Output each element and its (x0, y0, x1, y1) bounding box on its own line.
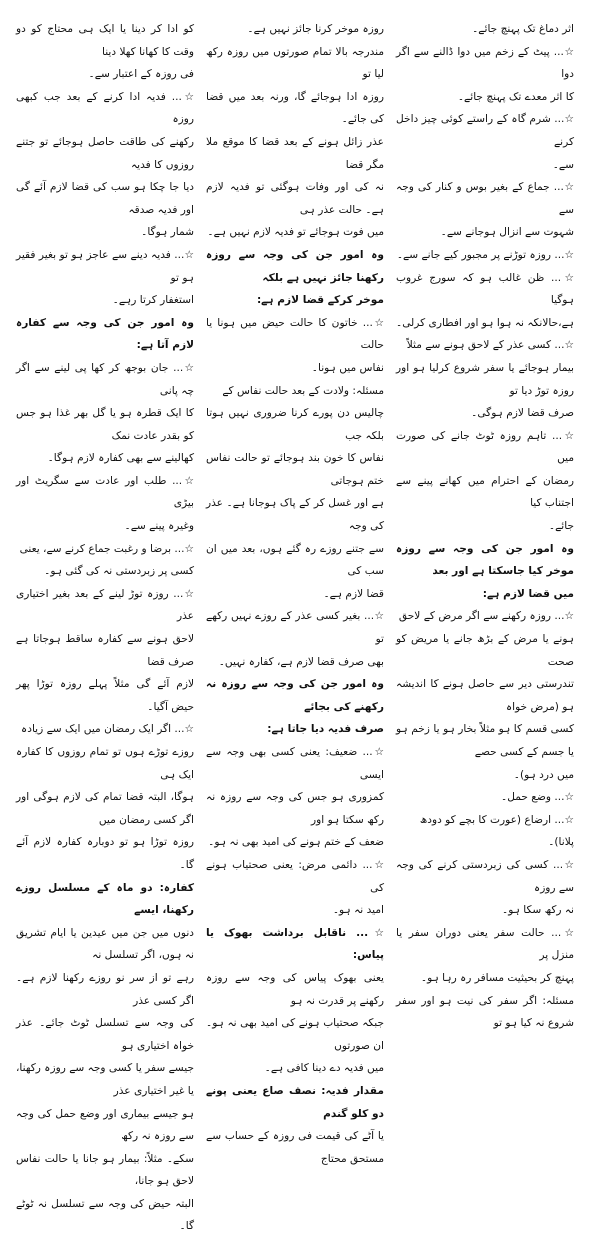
text-line: پہنچ کر بحیثیت مسافر رہ رہا ہو۔ (420, 971, 574, 984)
text-line: میں قضا لازم ہے: (482, 587, 574, 600)
text-line: نفاس کا خون بند ہوجائے تو حالت نفاس ختم ہوجاتی (206, 452, 384, 487)
text-line: جیسے سفر یا کسی وجہ سے روزہ رکھنا، یا غیر اختیاری عذر (16, 1062, 194, 1097)
text-line: وہ امور جن کی وجہ سے روزہ رکھنا جائز نہیں ہے بلکہ (206, 248, 384, 284)
text-line: سے جتنے روزے رہ گئے ہوں، بعد میں ان سب کی (206, 542, 384, 578)
text-line: دنوں میں جن میں عیدین یا ایام تشریق نہ ہوں، اگر تسلسل نہ (16, 926, 194, 962)
text-line: روزے توڑے ہوں تو تمام روزوں کا کفارہ ایک ہی (16, 746, 194, 781)
text-line: ☆... کسی کی زبردستی کرنے کی وجہ سے روزہ (396, 858, 574, 894)
column-right (390, 18, 580, 1030)
text-line: کفارہ: دو ماہ کے مسلسل روزے رکھنا، ایسے (16, 881, 194, 917)
text-line: ☆... جان بوجھ کر کھا پی لینے سے اگر چہ پانی (16, 361, 194, 397)
text-line: ☆... حالت سفر یعنی دوران سفر یا منزل پر (396, 926, 574, 962)
text-line: روزہ توڑا ہو تو دوبارہ کفارہ لازم آئے گا۔ (16, 836, 194, 871)
text-line: ☆... طلب اور عادت سے سگریٹ اور بیڑی (16, 474, 194, 510)
text-line: ☆... ظن غالب ہو کہ سورج غروب ہوگیا (396, 271, 574, 307)
text-line: وہ امور جن کی وجہ سے کفارہ لازم آتا ہے: (16, 316, 194, 352)
text-line: کا اثر معدے تک پہنچ جائے۔ (457, 90, 574, 103)
text-line: تندرستی دیر سے حاصل ہونے کا اندیشہ ہو (مرض خواہ (396, 678, 574, 713)
text-line: موخر کرکے قضا لازم ہے: (256, 294, 384, 307)
text-line: میں درد ہو)۔ (513, 768, 574, 781)
text-line: اثر دماغ تک پہنچ جائے۔ (472, 23, 574, 35)
text-line: ☆... دائمی مرض: یعنی صحتیاب ہونے کی (206, 858, 384, 894)
text-line: ☆... بغیر کسی عذر کے روزے نہیں رکھے تو (206, 610, 384, 646)
text-line: رہے تو از سر نو روزے رکھنا لازم ہے۔ اگر کسی عذر (16, 971, 194, 1007)
text-line: ☆... وضع حمل۔ (501, 791, 574, 804)
text-line: ہے،حالانکہ نہ ہوا ہو اور افطاری کرلی۔ (396, 316, 574, 329)
text-line: سکے۔ مثلاً: بیمار ہو جانا یا حالت نفاس لاحق ہو جانا، (16, 1152, 194, 1188)
text-line: وہ امور جن کی وجہ سے روزہ نہ رکھنے کی بجائے (206, 678, 384, 713)
text-line: مندرجہ بالا تمام صورتوں میں روزہ رکھ لیا تو (206, 45, 384, 81)
text-line: وہ امور جن کی وجہ سے روزہ موخر کیا جاسکتا ہے اور بعد (396, 542, 574, 578)
text-line: فی روزہ کے اعتبار سے۔ (88, 68, 194, 81)
column-middle (200, 18, 390, 1165)
text-line: کھالینے سے بھی کفارہ لازم ہوگا۔ (47, 452, 194, 465)
column-left (10, 18, 200, 1233)
text-line: امید نہ ہو۔ (332, 904, 384, 917)
text-line: روزہ موخر کرنا جائز نہیں ہے۔ (247, 23, 384, 35)
text-line: کمزوری ہو جس کی وجہ سے روزہ نہ رکھ سکتا ہو اور (206, 791, 384, 826)
text-line: نہ رکھ سکا ہو۔ (502, 904, 574, 917)
text-line: یعنی بھوک پیاس کی وجہ سے روزہ رکھنے پر قدرت نہ ہو (206, 971, 384, 1007)
text-line: میں فوت ہوجائے تو فدیہ لازم نہیں ہے۔ (207, 226, 384, 239)
text-line: بیمار ہوجائے یا سفر شروع کرلیا ہو اور روزہ توڑ دیا تو (396, 361, 574, 397)
text-line: کو ادا کر دینا یا ایک ہی محتاج کو دو وقت کا کھانا کھلا دینا (16, 23, 194, 58)
text-line: ☆... ناقابل برداشت بھوک یا پیاس: (206, 926, 384, 962)
text-line: روزہ ادا ہوجائے گا، ورنہ بعد میں قضا کی جائے۔ (206, 90, 384, 126)
text-line: ☆... اگر ایک رمضان میں ایک سے زیادہ (21, 723, 194, 736)
text-line: کا ایک قطرہ ہو یا گل بھر غذا ہو جس کو بقدر عادت نمک (16, 407, 194, 442)
text-line: ☆... شرم گاہ کے راستے کوئی چیز داخل کرنے (396, 113, 574, 148)
text-line: البتہ حیض کی وجہ سے تسلسل نہ ٹوٹے گا۔ (16, 1197, 194, 1233)
text-line: صرف فدیہ دیا جاتا ہے: (267, 723, 384, 736)
text-line: ہونے یا مرض کے بڑھ جانے یا مریض کو صحت (396, 633, 574, 668)
text-line: استغفار کرتا رہے۔ (112, 294, 194, 307)
text-line: ضعف کے ختم ہونے کی امید بھی نہ ہو۔ (208, 836, 384, 849)
text-line: مسئلہ: ولادت کے بعد حالت نفاس کے (222, 384, 384, 397)
text-line: جائے۔ (548, 520, 574, 533)
text-line: جبکہ صحتیاب ہونے کی امید بھی نہ ہو۔ ان صورتوں (206, 1017, 384, 1052)
text-line: صرف قضا لازم ہوگی۔ (471, 407, 574, 420)
text-line: لازم آئے گی مثلاً پہلے روزہ توڑا پھر حیض آگیا۔ (16, 678, 194, 713)
text-line: ☆... روزہ رکھنے سے اگر مرض کے لاحق (398, 610, 574, 623)
text-line: رکھنے کی طاقت حاصل ہوجائے تو جتنے روزوں کا فدیہ (16, 135, 194, 171)
text-line: ☆... ارضاع (عورت کا بچے کو دودھ (419, 813, 574, 826)
text-line: ☆... خاتون کا حالت حیض میں ہونا یا حالت (206, 316, 384, 352)
text-line: قضا لازم ہے۔ (323, 587, 384, 600)
text-line: ☆... جماع کے بغیر بوس و کنار کی وجہ سے (396, 181, 574, 216)
text-line: رمضان کے احترام میں کھانے پینے سے اجتناب کیا (396, 474, 574, 510)
text-line: کی وجہ سے تسلسل ٹوٹ جائے۔ عذر خواہ اختیاری ہو (16, 1017, 194, 1052)
text-line: مسئلہ: اگر سفر کی نیت ہو اور سفر شروع نہ کیا ہو تو (396, 994, 574, 1030)
text-line: ☆... ضعیف: یعنی کسی بھی وجہ سے ایسی (206, 746, 384, 781)
text-line: کسی قسم کا ہو مثلاً بخار ہو یا زخم ہو یا جسم کے کسی حصے (396, 723, 574, 758)
text-line: شہوت سے انزال ہوجانے سے۔ (440, 226, 574, 239)
text-line: پلانا)۔ (548, 836, 574, 849)
text-line: یا آٹے کی قیمت فی روزہ کے حساب سے مستحق محتاج (206, 1130, 384, 1165)
text-line: کسی پر زبردستی نہ کی گئی ہو۔ (44, 565, 194, 578)
text-line: نہ کی اور وفات ہوگئی تو فدیہ لازم ہے۔ حالت عذر ہی (206, 181, 384, 216)
text-line: ☆... روزہ توڑ لینے کے بعد بغیر اختیاری عذر (16, 587, 194, 623)
text-line: ہو جیسے بیماری اور وضع حمل کی وجہ سے روزہ نہ رکھ (16, 1107, 194, 1143)
text-line: دیا جا چکا ہو سب کی قضا لازم آئے گی اور فدیہ صدقہ (16, 181, 194, 216)
text-line: ☆... روزہ توڑنے پر مجبور کیے جانے سے۔ (396, 248, 574, 261)
text-line: شمار ہوگا۔ (141, 226, 194, 239)
text-line: ☆... تاہم روزہ ٹوٹ جانے کی صورت میں (396, 429, 574, 465)
text-line: نفاس میں ہونا۔ (311, 361, 384, 374)
text-line: مقدار فدیہ: نصف صاع یعنی پونے دو کلو گندم (206, 1084, 384, 1120)
text-line: لاحق ہونے سے کفارہ ساقط ہوجاتا ہے صرف قضا (16, 633, 194, 668)
text-line: ☆... فدیہ دینے سے عاجز ہو تو بغیر فقیر ہو تو (16, 248, 194, 284)
text-line: بھی صرف قضا لازم ہے، کفارہ نہیں۔ (218, 655, 384, 668)
text-line: میں فدیہ دے دینا کافی ہے۔ (264, 1062, 384, 1075)
text-line: ہے اور غسل کر کے پاک ہوجانا ہے۔ عذر کی وجہ (206, 497, 384, 533)
text-line: ☆... کسی عذر کے لاحق ہونے سے مثلاً (406, 339, 574, 352)
text-line: چالیس دن پورے کرنا ضروری نہیں ہوتا بلکہ جب (206, 407, 384, 442)
text-line: ہوگا، البتہ قضا تمام کی لازم ہوگی اور اگر کسی رمضان میں (16, 791, 194, 826)
text-line: عذر زائل ہونے کے بعد قضا کا موقع ملا مگر قضا (206, 135, 384, 171)
text-line: ☆... فدیہ ادا کرنے کے بعد جب کبھی روزہ (16, 90, 194, 126)
text-line: سے۔ (552, 158, 574, 171)
text-line: وغیرہ پینے سے۔ (124, 520, 194, 533)
text-line: ☆... برضا و رغبت جماع کرنے سے، یعنی (19, 542, 194, 555)
text-line: ☆... پیٹ کے زخم میں دوا ڈالنے سے اگر دوا (396, 45, 574, 81)
